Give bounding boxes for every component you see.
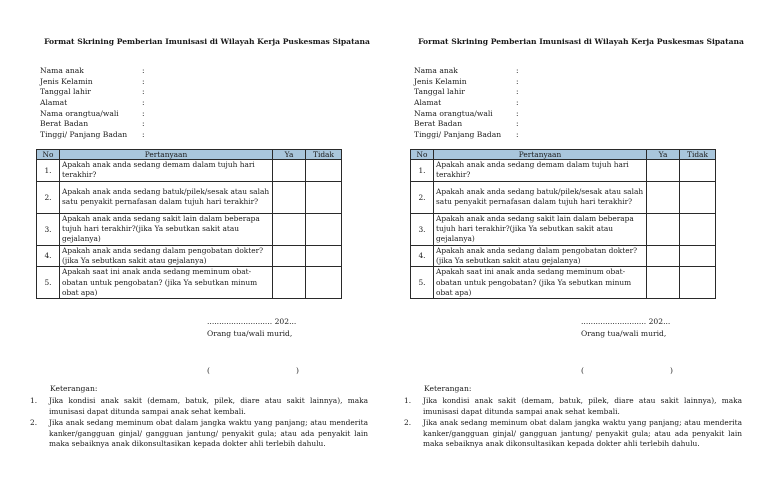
yes-cell[interactable]: [273, 245, 306, 267]
field-label: Alamat: [40, 98, 68, 108]
note-item: [404, 396, 742, 417]
row-number: 2.: [37, 181, 60, 213]
row-question: Apakah anak anda sedang demam dalam tujuh hari terakhir?: [434, 160, 647, 182]
table-row: [411, 213, 716, 245]
no-cell[interactable]: [306, 160, 342, 182]
note-number: 1.: [30, 396, 38, 405]
table-row: [37, 160, 342, 182]
field-label: Jenis Kelamin: [414, 76, 467, 86]
yes-cell[interactable]: [647, 213, 680, 245]
yes-cell[interactable]: [647, 181, 680, 213]
row-number: 1.: [37, 160, 60, 182]
field-label: Nama anak: [40, 66, 84, 75]
field-colon: :: [516, 108, 519, 118]
no-cell[interactable]: [680, 245, 716, 267]
row-number: 5.: [37, 267, 60, 299]
no-cell[interactable]: [680, 267, 716, 299]
no-cell[interactable]: [306, 245, 342, 267]
field-label: Tinggi/ Panjang Badan: [414, 130, 502, 140]
yes-cell[interactable]: [647, 245, 680, 267]
signature-paren-close: ): [670, 366, 673, 375]
form-title: Format Skrining Pemberian Imunisasi di Wilayah Kerja Puskesmas Sipatana: [418, 37, 744, 46]
note-number: 2.: [404, 418, 412, 427]
row-question: Apakah anak anda sedang batuk/pilek/sesak atau salah satu penyakit pernafasan dalam tujuh hari terakhir?: [434, 181, 647, 213]
note-text: Jika anak sedang meminum obat dalam jangka waktu yang panjang; atau menderita kanker/gangguan ginjal/ gangguan jantung/ penyakit gula; atau ada penyakit lain maka sebaiknya anak dikonsultasikan kepada dokter ahli terlebih dahulu.: [423, 418, 742, 448]
table-row: [37, 181, 342, 213]
row-question: Apakah anak anda sedang dalam pengobatan dokter? (jika Ya sebutkan sakit atau gejalanya): [434, 245, 647, 267]
field-colon: :: [142, 87, 145, 97]
header-no: No: [411, 150, 434, 160]
field-label: Berat Badan: [40, 119, 89, 129]
no-cell[interactable]: [306, 267, 342, 299]
signature-date-line: ........................... 202...: [207, 317, 297, 326]
no-cell[interactable]: [680, 181, 716, 213]
table-row: [37, 245, 342, 267]
notes-list: [404, 396, 742, 451]
note-item: [404, 418, 742, 450]
field-colon: :: [142, 108, 145, 118]
signature-role: Orang tua/wali murid,: [207, 329, 293, 338]
field-colon: :: [516, 98, 519, 108]
row-question: Apakah anak anda sedang demam dalam tujuh hari terakhir?: [60, 160, 273, 182]
no-cell[interactable]: [680, 160, 716, 182]
field-label: Tanggal lahir: [414, 87, 465, 97]
field-label: Jenis Kelamin: [40, 76, 93, 86]
row-question: Apakah anak anda sedang sakit lain dalam beberapa tujuh hari terakhir?(jika Ya sebutkan sakit atau gejalanya): [434, 213, 647, 245]
note-number: 2.: [30, 418, 38, 427]
field-label: Tinggi/ Panjang Badan: [40, 130, 128, 140]
yes-cell[interactable]: [647, 160, 680, 182]
row-number: 3.: [411, 213, 434, 245]
note-text: Jika kondisi anak sakit (demam, batuk, pilek, diare atau sakit lainnya), maka imunisasi dapat ditunda sampai anak sehat kembali.: [423, 396, 742, 416]
header-yes: Ya: [647, 150, 680, 160]
note-number: 1.: [404, 396, 412, 405]
field-label: Nama anak: [414, 66, 458, 75]
table-row: [411, 245, 716, 267]
yes-cell[interactable]: [273, 267, 306, 299]
header-question: Pertanyaan: [434, 150, 647, 160]
signature-paren-close: ): [296, 366, 299, 375]
no-cell[interactable]: [306, 181, 342, 213]
row-question: Apakah saat ini anak anda sedang meminum obat-obatan untuk pengobatan? (jika Ya sebutkan minum obat apa): [60, 267, 273, 299]
header-no-answer: Tidak: [306, 150, 342, 160]
row-number: 3.: [37, 213, 60, 245]
field-label: Tanggal lahir: [40, 87, 91, 97]
row-number: 4.: [37, 245, 60, 267]
yes-cell[interactable]: [647, 267, 680, 299]
table-row: [37, 267, 342, 299]
no-cell[interactable]: [306, 213, 342, 245]
field-label: Nama orangtua/wali: [40, 108, 119, 118]
notes-title: Keterangan:: [424, 384, 472, 393]
row-number: 5.: [411, 267, 434, 299]
row-question: Apakah anak anda sedang sakit lain dalam beberapa tujuh hari terakhir?(jika Ya sebutkan sakit atau gejalanya): [60, 213, 273, 245]
screening-table: [410, 149, 716, 299]
field-colon: :: [142, 76, 145, 86]
row-number: 1.: [411, 160, 434, 182]
field-colon: :: [516, 66, 519, 75]
field-label: Alamat: [414, 98, 442, 108]
field-colon: :: [516, 76, 519, 86]
field-colon: :: [142, 98, 145, 108]
yes-cell[interactable]: [273, 160, 306, 182]
note-text: Jika kondisi anak sakit (demam, batuk, pilek, diare atau sakit lainnya), maka imunisasi dapat ditunda sampai anak sehat kembali.: [49, 396, 368, 416]
signature-date-line: ........................... 202...: [581, 317, 671, 326]
field-colon: :: [142, 130, 145, 140]
field-colon: :: [142, 119, 145, 129]
notes-list: [30, 396, 368, 451]
note-item: [30, 418, 368, 450]
table-row: [37, 213, 342, 245]
yes-cell[interactable]: [273, 181, 306, 213]
table-row: [411, 160, 716, 182]
note-item: [30, 396, 368, 417]
row-question: Apakah anak anda sedang batuk/pilek/sesak atau salah satu penyakit pernafasan dalam tujuh hari terakhir?: [60, 181, 273, 213]
field-label: Berat Badan: [414, 119, 463, 129]
row-number: 4.: [411, 245, 434, 267]
table-row: [411, 267, 716, 299]
table-header-row: [37, 150, 342, 160]
signature-paren-open: (: [207, 366, 210, 375]
form-title: Format Skrining Pemberian Imunisasi di Wilayah Kerja Puskesmas Sipatana: [44, 37, 370, 46]
row-number: 2.: [411, 181, 434, 213]
header-yes: Ya: [273, 150, 306, 160]
field-label: Nama orangtua/wali: [414, 108, 493, 118]
signature-paren-open: (: [581, 366, 584, 375]
header-question: Pertanyaan: [60, 150, 273, 160]
no-cell[interactable]: [680, 213, 716, 245]
row-question: Apakah anak anda sedang dalam pengobatan dokter? (jika Ya sebutkan sakit atau gejalanya): [60, 245, 273, 267]
note-text: Jika anak sedang meminum obat dalam jangka waktu yang panjang; atau menderita kanker/gangguan ginjal/ gangguan jantung/ penyakit gula; atau ada penyakit lain maka sebaiknya anak dikonsultasikan kepada dokter ahli terlebih dahulu.: [49, 418, 368, 448]
field-colon: :: [516, 130, 519, 140]
yes-cell[interactable]: [273, 213, 306, 245]
table-header-row: [411, 150, 716, 160]
notes-title: Keterangan:: [50, 384, 98, 393]
row-question: Apakah saat ini anak anda sedang meminum obat-obatan untuk pengobatan? (jika Ya sebutkan minum obat apa): [434, 267, 647, 299]
header-no: No: [37, 150, 60, 160]
signature-role: Orang tua/wali murid,: [581, 329, 667, 338]
table-row: [411, 181, 716, 213]
field-colon: :: [142, 66, 145, 75]
header-no-answer: Tidak: [680, 150, 716, 160]
field-colon: :: [516, 119, 519, 129]
field-colon: :: [516, 87, 519, 97]
screening-table: [36, 149, 342, 299]
